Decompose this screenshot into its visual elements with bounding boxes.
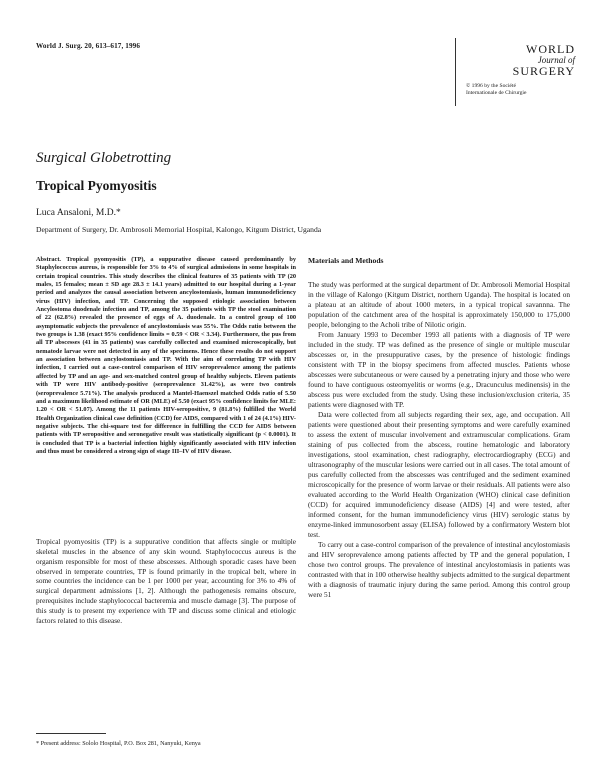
introduction xyxy=(36,537,296,626)
author-name: Luca Ansaloni, M.D.* xyxy=(36,208,121,218)
methods-paragraph-3: Data were collected from all subjects regarding their sex, age, and occupation. All patients were questioned about their presenting symptoms and were carefully examined to assess the extent of muscular involvement and extramuscular complications. Gram staining of pus collected from the abscess, routine hematologic and laboratory investigations, stool examination, chest radiography, electrocardiography (ECG) and ultrasonography of the muscular lesions were carried out in all cases. The total amount of pus carefully collected from the abscesses was centrifuged and the sediment examined microscopically for the presence of worm larvae or their residuals. All patients were also evaluated according to the World Health Organization (WHO) clinical case definition (CCD) for acquired immunodeficiency disease (AIDS) [4] and were tested, after informed consent, for the human immunodeficiency virus (HIV) serologic status by enzyme-linked immunosorbent assay (ELISA) followed by a confirmatory Western blot test. xyxy=(308,410,570,539)
copyright-line-1: © 1996 by the Société xyxy=(466,83,516,89)
journal-citation: World J. Surg. 20, 613–617, 1996 xyxy=(36,42,141,50)
abstract-text: Abstract. Tropical pyomyositis (TP), a suppurative disease caused predominantly by Staphylococcus aureus, is responsible for 3% to 4% of surgical admissions in some hospitals in certain tropical countries. This study describes the clinical features of 35 patients with TP (20 males, 15 females; mean ± SD age 28.3 ± 14.1 years) admitted to our hospital during a 1-year period and analyzes the causal association between ancylostomiasis, human immunodeficiency virus (HIV) infection, and TP. Concerning the supposed etiologic association between Ancylostoma duodenale infection and TP, among the 35 patients with TP the stool examination of 22 (62.8%) revealed the presence of eggs of A. duodenale. In a control group of 100 asymptomatic subjects the prevalence of ancylostomiasis was 55%. The Odds ratio between the two groups is 1.38 (exact 95% confidence limits = 0.59 < OR < 3.34). Furthermore, the pus from all TP abscesses (41 in 35 patients) was carefully collected and examined microscopically, but nematode larvae were not detected in any of the specimens. Hence these results do not support an association between ancylostomiasis and TP. With the aim of correlating TP with HIV infection, I carried out a case-control comparison of HIV seroprevalence among the patients affected by TP and an age- and sex-matched control group of healthy subjects. Eleven patients with TP were HIV antibody-positive (seroprevalence 31.42%), as were two controls (seroprevalence 5.71%). The analysis produced a Mantel-Haenszel matched Odds ratio of 5.50 and a maximum likelihood estimate of OR (MLE) of 5.50 (exact 95% confidence limits for MLE: 1.20 < OR < 51.07). Among the 11 patients HIV-seropositive, 9 (81.8%) fulfilled the World Health Organization clinical case definition (CCD) for AIDS, compared with 1 of 24 (4.1%) HIV-negative subjects. The chi-square test for difference in fulfilling the CCD for AIDS between patients with TP seropositive and seronegative result was statistically significant (p < 0.0001). It is concluded that TP is a bacterial infection highly significantly associated with HIV infection and thus must be considered a strong sign of stage III–IV of HIV disease. xyxy=(36,256,296,455)
introduction-text: Tropical pyomyositis (TP) is a suppurative condition that affects single or multiple skeletal muscles in the absence of any skin wound. Staphylococcus aureus is the organism responsible for most of these abscesses. Although sporadic cases have been observed in temperate countries, TP is found primarily in the tropical belt, where in some countries the incidence can be 1 per 1000 per year, accounting for 3% to 4% of surgical department admissions [1, 2]. Although the pathogenesis remains obscure, prerequisites include staphylococcal bacteremia and muscle damage [3]. The purpose of this study is to present my experience with TP and discuss some clinical and etiologic factors related to this disease. xyxy=(36,537,296,625)
methods-heading: Materials and Methods xyxy=(308,256,384,265)
journal-logo-box xyxy=(455,38,575,106)
methods-paragraph-4: To carry out a case-control comparison of the prevalence of intestinal ancylostomiasis and HIV seroprevalence among patients affected by TP and the general population, I chose two control groups. The prevalence of intestinal ancylostomiasis in patients was contrasted with that in 100 otherwise healthy subjects admitted to the surgical department with a diagnosis of traumatic injury during the same period. Among this control group were 51 xyxy=(308,540,570,599)
methods-paragraph-2: From January 1993 to December 1993 all patients with a diagnosis of TP were included in the study. TP was defined as the presence of single or multiple muscular abscesses or, in the presuppurative cases, by the presence of histologic findings consistent with TP in the biopsy specimens from affected muscles. Patients whose abscesses were subcutaneous or were caused by a penetrating injury and those who were found to have contiguous osteomyelitis or worms (e.g., Dracunculus medinensis) in the abscess pus were excluded from the study. Using these inclusion/exclusion criteria, 35 patients were diagnosed with TP. xyxy=(308,330,570,409)
methods-column xyxy=(308,256,570,600)
article-title: Tropical Pyomyositis xyxy=(36,178,157,193)
methods-paragraph-1: The study was performed at the surgical department of Dr. Ambrosoli Memorial Hospital in the village of Kalongo (Kitgum District, northern Uganda). The hospital is located on a plateau at an altitude of about 1000 meters, in a typical tropical savannna. The population of the catchment area of the hospital is approximately 150,000 to 175,000 people, belonging to the Acholi tribe of Nilotic origin. xyxy=(308,280,570,329)
section-label: Surgical Globetrotting xyxy=(36,150,172,166)
journal-name-of: Journal of xyxy=(537,55,575,65)
author-affiliation: Department of Surgery, Dr. Ambrosoli Memorial Hospital, Kalongo, Kitgum District, Uganda xyxy=(36,225,322,234)
copyright-line-2: Internationale de Chirurgie xyxy=(466,90,527,96)
journal-name-world: WORLD xyxy=(526,42,575,56)
abstract xyxy=(36,256,296,456)
footnote-divider xyxy=(36,733,106,734)
footnote: * Present address: Sololo Hospital, P.O. Box 281, Nanyuki, Kenya xyxy=(36,740,201,747)
copyright-notice xyxy=(466,83,575,97)
journal-name-surgery: SURGERY xyxy=(512,64,575,78)
